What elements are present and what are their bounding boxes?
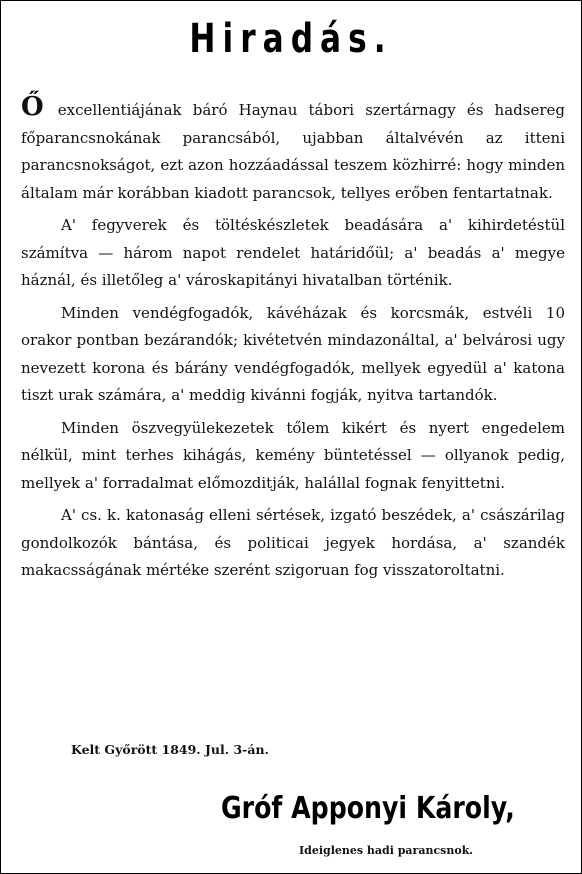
paragraph-3: Minden vendégfogadók, kávéházak és korcsmák, estvéli 10 orakor pontban bezárandók; kivétetvén mindazonáltal, a' belvárosi ugy nevezett korona és bárány vendégfogadók, mellyek egyedül a' katona tiszt urak számára, a' meddig kivánni fogják, nyitva tartandók.	[21, 303, 565, 404]
page-title: Hiradás.	[189, 16, 393, 62]
paragraph-5: A' cs. k. katonaság elleni sértések, izgató beszédek, a' császárilag gondolkozók bántása, és politicai jegyek hordása, a' szandék makacsságának mértéke szerént szigoruan fog visszatoroltatni.	[21, 506, 565, 579]
paragraph-1	[21, 92, 565, 207]
proclamation-body	[21, 92, 565, 590]
drop-cap: Ő	[21, 92, 44, 122]
paragraph-4: Minden öszvegyülekezetek tőlem kikért és nyert engedelem nélkül, mint terhes kihágás, kemény büntetéssel — ollyanok pedig, mellyek a' forradalmat előmozditják, halállal fognak fenyittetni.	[21, 418, 565, 492]
paragraph-1-text: excellentiájának báró Haynau tábori szertárnagy és hadsereg főparancsnokának parancsából, ujabban általvévén az itteni parancsnokságot, ezt azon hozzáadással teszem közhirré: hogy minden általam már korábban kiadott parancsok, tellyes erőben fentartatnak.	[21, 101, 565, 202]
paragraph-2: A' fegyverek és töltéskészletek beadására a' kihirdetéstül számítva — három napot rendelet határidőül; a' beadás a' megye háznál, és illetőleg a' városkapitányi hivatalban történik.	[21, 216, 565, 289]
signature: Gróf Apponyi Károly,	[221, 791, 515, 826]
signature-title: Ideiglenes hadi parancsnok.	[299, 844, 474, 857]
date-line: Kelt Győrött 1849. Jul. 3-án.	[71, 742, 269, 757]
